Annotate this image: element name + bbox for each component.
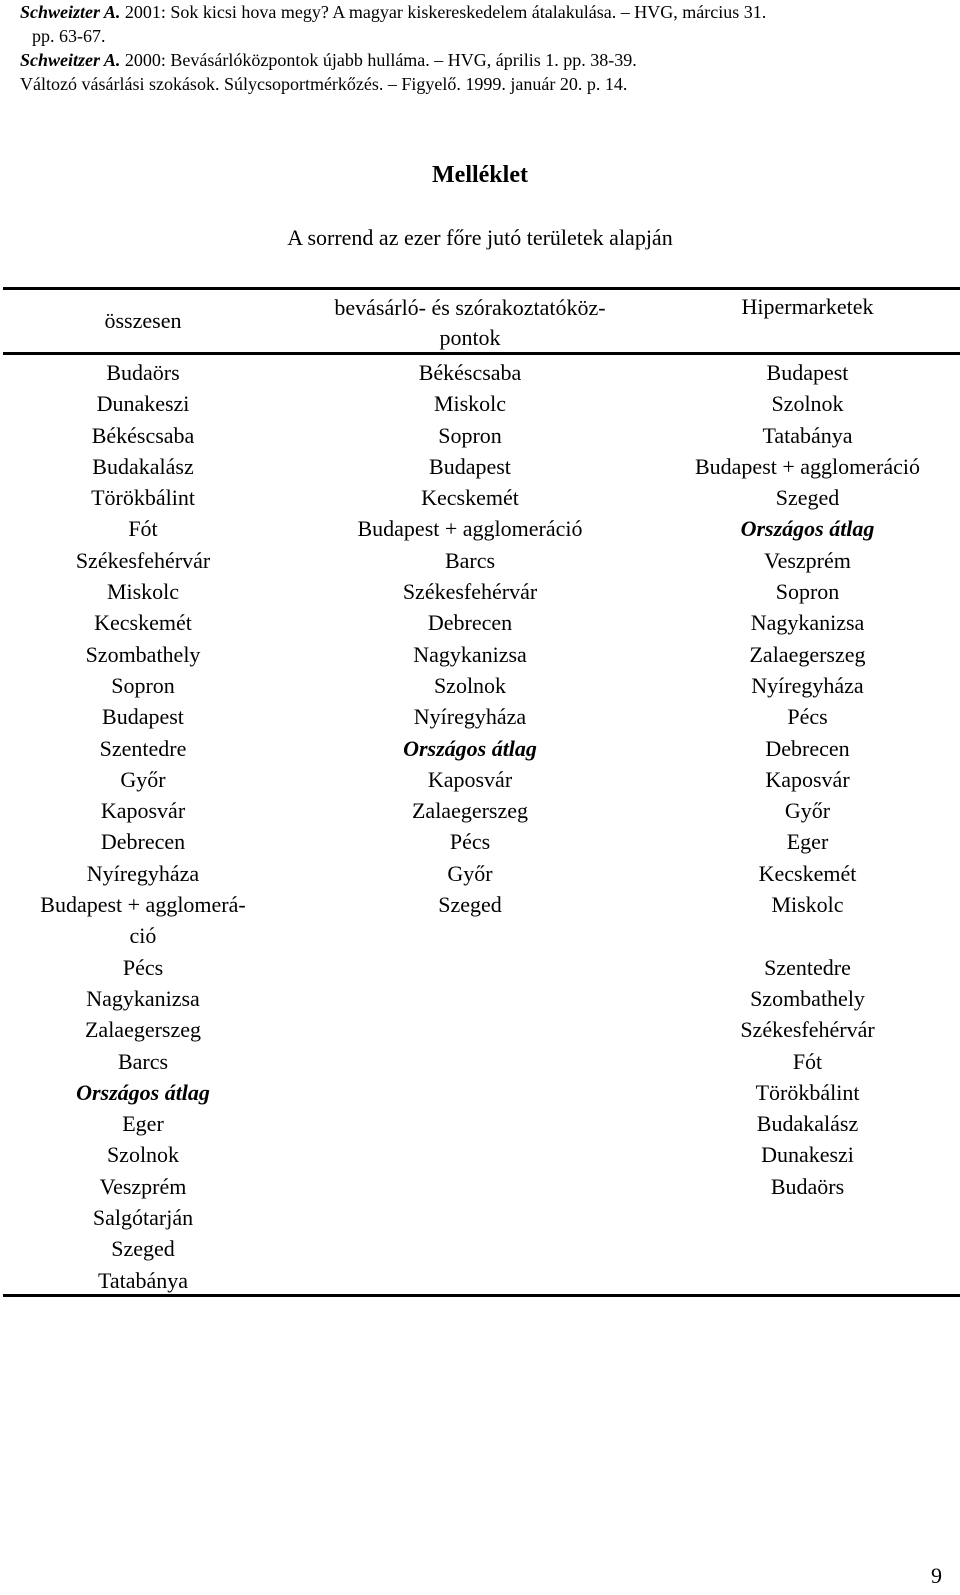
- column-hipermarketek: [655, 357, 960, 1202]
- table-cell: Székesfehérvár: [75, 547, 211, 573]
- table-cell: Dunakeszi: [761, 1142, 854, 1168]
- column-osszesen: [0, 357, 286, 1296]
- table-cell: Budapest: [429, 453, 511, 479]
- table-cell: Eger: [122, 1111, 164, 1137]
- table-cell: Székesfehérvár: [402, 579, 538, 605]
- header-bevasarlokozpontok: [300, 293, 640, 353]
- table-cell: Békéscsaba: [91, 422, 195, 448]
- table-cell: Zalaegerszeg: [749, 641, 866, 667]
- column-bevasarlokozpontok: [300, 357, 640, 920]
- table-cell: Budapest: [766, 360, 849, 385]
- table-cell: Tatabánya: [762, 422, 853, 448]
- table-cell: Szeged: [775, 485, 840, 511]
- table-cell: Sopron: [438, 422, 502, 448]
- references: [20, 0, 940, 96]
- table-cell: Kaposvár: [765, 766, 850, 792]
- table-cell: Kecskemét: [94, 610, 192, 636]
- table-cell: Budapest + agglomeráció: [694, 453, 920, 479]
- table-cell: Tatabánya: [97, 1267, 189, 1293]
- reference-text: Változó vásárlási szokások. Súlycsoportmérkőzés. – Figyelő. 1999. január 20. p. 14.: [20, 74, 628, 94]
- header-bevasarlokozpontok-line1: bevásárló- és szórakoztatóköz-: [334, 295, 606, 320]
- table-cell: Kaposvár: [427, 766, 513, 792]
- table-cell: Szeged: [111, 1236, 175, 1262]
- table-cell: Fót: [792, 1048, 823, 1074]
- reference-text: 2000: Bevásárlóközpontok újabb hulláma. – HVG, április 1. pp. 38-39.: [120, 50, 637, 70]
- table-cell: Sopron: [111, 672, 175, 698]
- header-hipermarketek: Hipermarketek: [741, 294, 874, 319]
- table-cell: Debrecen: [100, 829, 186, 855]
- page-subtitle: A sorrend az ezer főre jutó területek alapján: [287, 225, 673, 250]
- table-cell: Budaörs: [770, 1173, 845, 1199]
- table-top-rule: [3, 287, 960, 290]
- reference-entry: [20, 0, 940, 48]
- table-cell: Budapest + agglomeráció: [357, 516, 583, 542]
- table-cell: Debrecen: [427, 610, 513, 636]
- table-cell: Szombathely: [85, 641, 201, 667]
- table-cell: Nagykanizsa: [86, 985, 200, 1011]
- page-title: Melléklet: [432, 162, 528, 188]
- table-cell: Dunakeszi: [96, 391, 190, 417]
- reference-author: Schweizter A.: [20, 2, 121, 22]
- table-cell: Országos átlag: [740, 516, 875, 542]
- table-cell: Veszprém: [99, 1173, 187, 1199]
- table-cell: [655, 920, 960, 951]
- table-cell: Budaörs: [106, 360, 180, 385]
- reference-text: 2001: Sok kicsi hova megy? A magyar kiskereskedelem átalakulása. – HVG, március 31.: [120, 2, 767, 22]
- table-cell: Országos átlag: [403, 735, 537, 761]
- table-cell: Zalaegerszeg: [84, 1017, 202, 1043]
- table-cell: Nagykanizsa: [413, 641, 527, 667]
- table-cell: Budakalász: [756, 1111, 859, 1137]
- table-cell: Nyíregyháza: [86, 860, 200, 886]
- table-cell: Eger: [786, 829, 829, 855]
- table-cell: Salgótarján: [92, 1205, 194, 1231]
- table-cell: Budakalász: [92, 453, 194, 479]
- table-cell: Miskolc: [771, 892, 844, 918]
- table-cell: Győr: [784, 798, 831, 824]
- table-cell: Szeged: [438, 892, 502, 918]
- table-cell: Budapest + agglomerá- ció: [40, 892, 246, 949]
- table-cell: Békéscsaba: [418, 360, 522, 385]
- reference-text-continued: pp. 63-67.: [32, 26, 106, 46]
- page-number: 9: [931, 1563, 942, 1588]
- table-cell: Győr: [120, 766, 166, 792]
- table-cell: Országos átlag: [76, 1079, 210, 1105]
- table-cell: Szolnok: [106, 1142, 180, 1168]
- table-cell: Győr: [447, 860, 493, 886]
- table-cell: Sopron: [775, 579, 840, 605]
- table-cell: Fót: [128, 516, 158, 542]
- reference-entry: [20, 48, 940, 72]
- table-cell: Kecskemét: [421, 485, 519, 511]
- header-bevasarlokozpontok-line2: pontok: [439, 325, 501, 350]
- table-cell: Szolnok: [771, 391, 844, 417]
- table-cell: Nyíregyháza: [413, 704, 527, 730]
- table-cell: Budapest: [102, 704, 184, 730]
- table-cell: Veszprém: [764, 547, 851, 573]
- table-cell: Szentedre: [99, 735, 187, 761]
- table-cell: Pécs: [449, 829, 491, 855]
- table-cell: Szolnok: [433, 672, 507, 698]
- table-cell: Debrecen: [765, 735, 850, 761]
- table-cell: Szentedre: [764, 954, 851, 980]
- table-cell: Pécs: [787, 704, 828, 730]
- table-cell: Zalaegerszeg: [411, 798, 529, 824]
- reference-entry: [20, 72, 940, 96]
- table-cell: Nagykanizsa: [750, 610, 865, 636]
- table-cell: Szombathely: [750, 985, 865, 1011]
- table-cell: Nyíregyháza: [751, 672, 864, 698]
- reference-author: Schweitzer A.: [20, 50, 121, 70]
- table-cell: Törökbálint: [755, 1079, 860, 1105]
- header-osszesen: összesen: [104, 308, 182, 333]
- table-cell: Székesfehérvár: [740, 1017, 875, 1043]
- table-cell: Barcs: [444, 547, 496, 573]
- table-cell: Barcs: [117, 1048, 169, 1074]
- table-cell: Kaposvár: [100, 798, 186, 824]
- table-cell: Pécs: [122, 954, 164, 980]
- table-cell: Miskolc: [106, 579, 180, 605]
- table-cell: Miskolc: [433, 391, 507, 417]
- table-cell: Kecskemét: [758, 860, 857, 886]
- table-cell: Törökbálint: [91, 485, 195, 511]
